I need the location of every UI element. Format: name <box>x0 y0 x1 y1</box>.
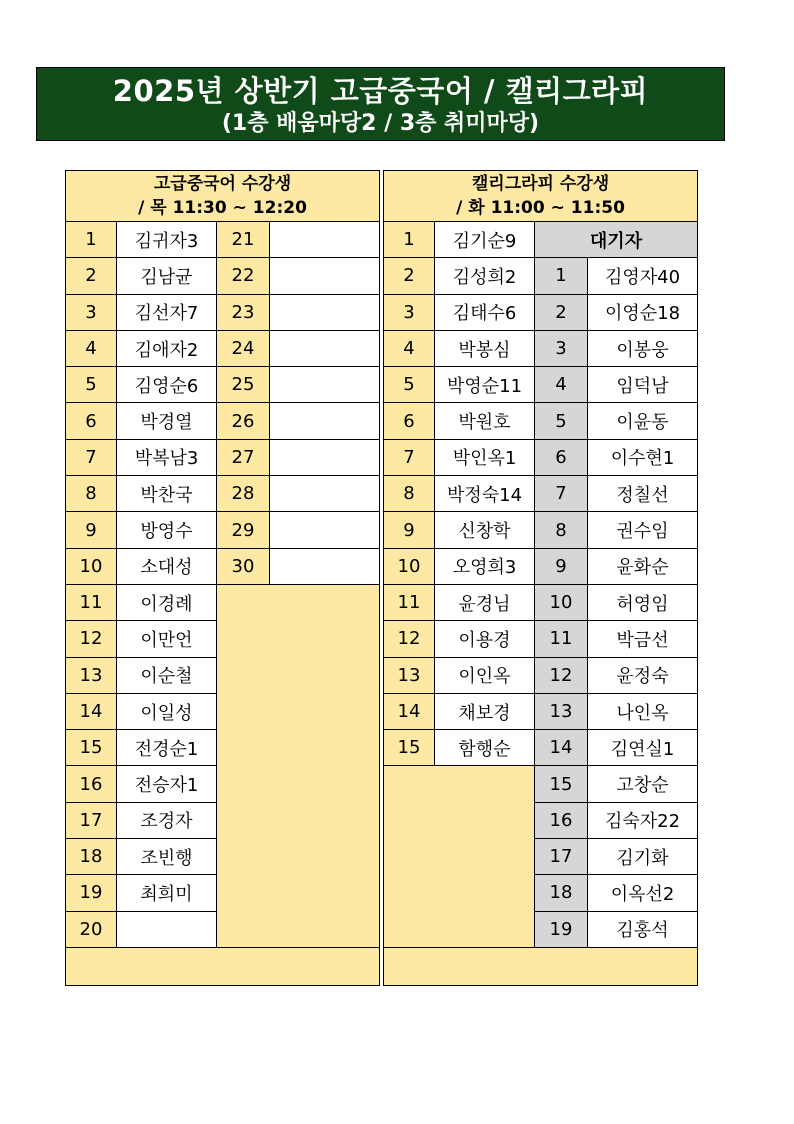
student-name: 김태수6 <box>435 294 535 330</box>
table-row <box>384 693 698 729</box>
waitlist-number: 6 <box>535 439 588 475</box>
student-number: 25 <box>217 367 270 403</box>
waitlist-name: 김숙자22 <box>588 802 698 838</box>
student-name: 이인옥 <box>435 657 535 693</box>
empty-name-slot <box>270 439 380 475</box>
student-number: 14 <box>66 693 117 729</box>
waitlist-number: 16 <box>535 802 588 838</box>
table-footer <box>66 947 380 985</box>
student-name: 김기순9 <box>435 222 535 258</box>
student-name: 오영희3 <box>435 548 535 584</box>
table-row <box>384 476 698 512</box>
waitlist-number: 8 <box>535 512 588 548</box>
student-name: 최희미 <box>117 875 217 911</box>
waitlist-name: 김영자40 <box>588 258 698 294</box>
table-row <box>66 294 380 330</box>
empty-name-slot <box>270 258 380 294</box>
empty-name-slot <box>270 294 380 330</box>
student-number: 7 <box>66 439 117 475</box>
chinese-roster-header <box>66 171 380 222</box>
page-title: 2025년 상반기 고급중국어 / 캘리그라피 <box>112 74 649 108</box>
student-number: 2 <box>66 258 117 294</box>
student-number: 1 <box>384 222 435 258</box>
student-number: 3 <box>66 294 117 330</box>
student-number: 15 <box>66 730 117 766</box>
waitlist-number: 18 <box>535 875 588 911</box>
waitlist-name: 나인옥 <box>588 693 698 729</box>
waitlist-name: 이봉웅 <box>588 330 698 366</box>
waitlist-name: 이수현1 <box>588 439 698 475</box>
student-number: 9 <box>66 512 117 548</box>
empty-name-slot <box>270 330 380 366</box>
table-row <box>66 330 380 366</box>
waitlist-number: 17 <box>535 839 588 875</box>
student-number: 11 <box>384 584 435 620</box>
student-name <box>117 911 217 947</box>
student-number: 6 <box>66 403 117 439</box>
waitlist-number: 3 <box>535 330 588 366</box>
student-number: 5 <box>384 367 435 403</box>
waitlist-number: 15 <box>535 766 588 802</box>
chinese-course-schedule: / 목 11:30 ~ 12:20 <box>138 198 307 218</box>
table-row <box>384 258 698 294</box>
waitlist-name: 김기화 <box>588 839 698 875</box>
student-name: 방영수 <box>117 512 217 548</box>
student-number: 27 <box>217 439 270 475</box>
student-name: 박정숙14 <box>435 476 535 512</box>
student-number: 15 <box>384 730 435 766</box>
student-number: 10 <box>384 548 435 584</box>
waitlist-name: 윤화순 <box>588 548 698 584</box>
student-name: 이만언 <box>117 621 217 657</box>
table-row <box>66 367 380 403</box>
waitlist-number: 14 <box>535 730 588 766</box>
table-row <box>384 657 698 693</box>
table-row <box>66 584 380 620</box>
waitlist-name: 허영임 <box>588 584 698 620</box>
table-row <box>66 512 380 548</box>
waitlist-number: 2 <box>535 294 588 330</box>
table-row <box>384 512 698 548</box>
student-name: 박경열 <box>117 403 217 439</box>
waitlist-number: 4 <box>535 367 588 403</box>
page-subtitle: (1층 배움마당2 / 3층 취미마당) <box>221 111 540 136</box>
student-number: 20 <box>66 911 117 947</box>
table-row <box>384 403 698 439</box>
calligraphy-roster-header <box>384 171 698 222</box>
student-name: 박복남3 <box>117 439 217 475</box>
waitlist-number: 5 <box>535 403 588 439</box>
waitlist-name: 김연실1 <box>588 730 698 766</box>
student-number: 5 <box>66 367 117 403</box>
waitlist-number: 1 <box>535 258 588 294</box>
student-number: 21 <box>217 222 270 258</box>
waitlist-header: 대기자 <box>535 222 698 258</box>
waitlist-name: 박금선 <box>588 621 698 657</box>
student-number: 29 <box>217 512 270 548</box>
student-number: 13 <box>384 657 435 693</box>
waitlist-number: 11 <box>535 621 588 657</box>
student-number: 8 <box>384 476 435 512</box>
calligraphy-course-name: 캘리그라피 수강생 <box>471 174 610 194</box>
student-number: 4 <box>66 330 117 366</box>
student-name: 이순철 <box>117 657 217 693</box>
empty-area <box>217 584 380 947</box>
student-number: 30 <box>217 548 270 584</box>
student-name: 박찬국 <box>117 476 217 512</box>
chinese-roster-table <box>65 170 380 986</box>
table-row <box>66 222 380 258</box>
student-number: 14 <box>384 693 435 729</box>
table-row <box>384 548 698 584</box>
student-name: 조경자 <box>117 802 217 838</box>
student-number: 1 <box>66 222 117 258</box>
student-name: 채보경 <box>435 693 535 729</box>
table-row <box>66 403 380 439</box>
student-name: 김귀자3 <box>117 222 217 258</box>
empty-area <box>384 766 535 947</box>
student-name: 김애자2 <box>117 330 217 366</box>
waitlist-name: 권수임 <box>588 512 698 548</box>
waitlist-name: 이영순18 <box>588 294 698 330</box>
table-row <box>384 294 698 330</box>
table-row <box>384 367 698 403</box>
student-name: 전승자1 <box>117 766 217 802</box>
empty-name-slot <box>270 367 380 403</box>
title-banner <box>36 67 725 141</box>
student-number: 24 <box>217 330 270 366</box>
empty-name-slot <box>270 512 380 548</box>
student-number: 7 <box>384 439 435 475</box>
student-name: 박인옥1 <box>435 439 535 475</box>
empty-name-slot <box>270 403 380 439</box>
student-number: 9 <box>384 512 435 548</box>
student-name: 신창학 <box>435 512 535 548</box>
student-name: 함행순 <box>435 730 535 766</box>
student-name: 이일성 <box>117 693 217 729</box>
student-number: 16 <box>66 766 117 802</box>
empty-name-slot <box>270 548 380 584</box>
waitlist-name: 이옥선2 <box>588 875 698 911</box>
student-number: 6 <box>384 403 435 439</box>
table-row <box>66 258 380 294</box>
waitlist-number: 9 <box>535 548 588 584</box>
student-name: 조빈행 <box>117 839 217 875</box>
student-name: 전경순1 <box>117 730 217 766</box>
student-number: 11 <box>66 584 117 620</box>
student-number: 12 <box>384 621 435 657</box>
student-number: 26 <box>217 403 270 439</box>
student-number: 28 <box>217 476 270 512</box>
empty-name-slot <box>270 476 380 512</box>
table-row <box>384 222 698 258</box>
student-name: 박원호 <box>435 403 535 439</box>
student-number: 22 <box>217 258 270 294</box>
table-row <box>66 439 380 475</box>
calligraphy-roster-table <box>383 170 698 986</box>
student-name: 소대성 <box>117 548 217 584</box>
student-number: 23 <box>217 294 270 330</box>
student-name: 윤경님 <box>435 584 535 620</box>
student-name: 박봉심 <box>435 330 535 366</box>
student-name: 이경례 <box>117 584 217 620</box>
table-row <box>384 330 698 366</box>
waitlist-name: 김홍석 <box>588 911 698 947</box>
waitlist-name: 이윤동 <box>588 403 698 439</box>
student-number: 3 <box>384 294 435 330</box>
waitlist-number: 19 <box>535 911 588 947</box>
empty-name-slot <box>270 222 380 258</box>
waitlist-name: 임덕남 <box>588 367 698 403</box>
student-number: 13 <box>66 657 117 693</box>
student-number: 19 <box>66 875 117 911</box>
waitlist-number: 10 <box>535 584 588 620</box>
table-row <box>66 476 380 512</box>
waitlist-name: 고창순 <box>588 766 698 802</box>
waitlist-name: 정칠선 <box>588 476 698 512</box>
student-number: 2 <box>384 258 435 294</box>
calligraphy-course-schedule: / 화 11:00 ~ 11:50 <box>456 198 625 218</box>
table-row <box>66 548 380 584</box>
student-number: 8 <box>66 476 117 512</box>
table-row <box>384 621 698 657</box>
table-row <box>384 439 698 475</box>
waitlist-name: 윤정숙 <box>588 657 698 693</box>
chinese-course-name: 고급중국어 수강생 <box>153 174 292 194</box>
student-name: 김선자7 <box>117 294 217 330</box>
student-name: 김남균 <box>117 258 217 294</box>
student-number: 10 <box>66 548 117 584</box>
student-number: 12 <box>66 621 117 657</box>
waitlist-number: 7 <box>535 476 588 512</box>
table-row <box>384 584 698 620</box>
waitlist-number: 13 <box>535 693 588 729</box>
waitlist-number: 12 <box>535 657 588 693</box>
table-row <box>384 766 698 802</box>
student-name: 김영순6 <box>117 367 217 403</box>
table-footer <box>384 947 698 985</box>
student-name: 김성희2 <box>435 258 535 294</box>
student-number: 17 <box>66 802 117 838</box>
student-name: 이용경 <box>435 621 535 657</box>
table-row <box>384 730 698 766</box>
student-name: 박영순11 <box>435 367 535 403</box>
student-number: 4 <box>384 330 435 366</box>
student-number: 18 <box>66 839 117 875</box>
